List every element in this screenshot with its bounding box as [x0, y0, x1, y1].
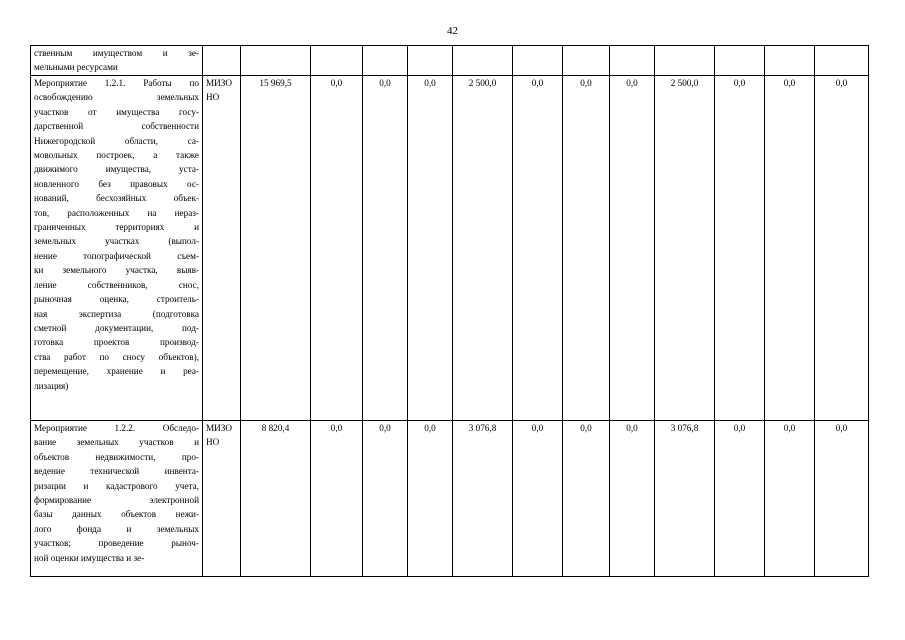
- description-line: ки земельного участка, выяв-: [34, 265, 199, 276]
- value-cell: 0,0: [311, 421, 363, 577]
- value-cell: 2 500,0: [453, 76, 513, 421]
- activity-description-cell: [31, 46, 203, 76]
- description-line: базы данных объектов нежи-: [34, 509, 199, 520]
- executor-cell: МИЗО НО: [203, 76, 241, 421]
- value-cell: 2 500,0: [655, 76, 715, 421]
- value-cell: [715, 46, 765, 76]
- description-line: вание земельных участков и: [34, 437, 199, 448]
- description-line: лизация): [34, 380, 69, 391]
- activity-description-cell: [31, 76, 203, 421]
- value-cell: 0,0: [715, 421, 765, 577]
- description-line: ведение технической инвента-: [34, 466, 199, 477]
- description-line: мельными ресурсами: [34, 62, 118, 73]
- value-cell: 0,0: [563, 76, 610, 421]
- description-line: движимого имущества, уста-: [34, 164, 199, 175]
- value-cell: 0,0: [513, 76, 563, 421]
- value-cell: 0,0: [363, 421, 408, 577]
- value-cell: 0,0: [311, 76, 363, 421]
- value-cell: 3 076,8: [655, 421, 715, 577]
- budget-table: [30, 45, 869, 577]
- table-row: [31, 46, 869, 76]
- activity-description-cell: [31, 421, 203, 577]
- value-cell: [241, 46, 311, 76]
- value-cell: 0,0: [563, 421, 610, 577]
- description-line: ства работ по сносу объектов),: [34, 351, 199, 362]
- value-cell: 0,0: [513, 421, 563, 577]
- value-cell: 0,0: [408, 76, 453, 421]
- value-cell: [363, 46, 408, 76]
- table-row: [31, 76, 869, 421]
- page-number: 42: [447, 25, 458, 37]
- description-line: ная экспертиза (подготовка: [34, 308, 199, 319]
- description-line: освобождению земельных: [34, 92, 199, 103]
- value-cell: 0,0: [815, 421, 869, 577]
- executor-cell: МИЗО НО: [203, 421, 241, 577]
- description-line: тов, расположенных на нераз-: [34, 207, 199, 218]
- value-cell: 3 076,8: [453, 421, 513, 577]
- value-cell: 0,0: [715, 76, 765, 421]
- description-line: нение топографической съем-: [34, 250, 199, 261]
- value-cell: 15 969,5: [241, 76, 311, 421]
- description-line: ной оценки имущества и зе-: [34, 552, 145, 563]
- table-row: [31, 421, 869, 577]
- description-line: ление собственников, снос,: [34, 279, 199, 290]
- description-line: граниченных территориях и: [34, 222, 199, 233]
- value-cell: [311, 46, 363, 76]
- description-line: Мероприятие 1.2.2. Обследо-: [34, 423, 199, 433]
- description-line: формирование электронной: [34, 495, 199, 506]
- value-cell: 0,0: [765, 421, 815, 577]
- description-line: нований, бесхозяйных объек-: [34, 193, 199, 204]
- description-line: земельных участках (выпол-: [34, 236, 199, 247]
- description-line: объектов недвижимости, про-: [34, 451, 199, 462]
- value-cell: [408, 46, 453, 76]
- description-line: участков; проведение рыноч-: [34, 538, 199, 549]
- value-cell: 0,0: [363, 76, 408, 421]
- value-cell: 0,0: [610, 76, 655, 421]
- value-cell: [655, 46, 715, 76]
- value-cell: 8 820,4: [241, 421, 311, 577]
- description-line: Нижегородской области, са-: [34, 135, 199, 146]
- executor-cell: [203, 46, 241, 76]
- description-line: новленного без правовых ос-: [34, 178, 199, 189]
- description-line: рыночная оценка, строитель-: [34, 294, 199, 305]
- value-cell: [453, 46, 513, 76]
- description-line: Мероприятие 1.2.1. Работы по: [34, 78, 199, 88]
- value-cell: 0,0: [408, 421, 453, 577]
- description-line: лого фонда и земельных: [34, 523, 199, 534]
- value-cell: 0,0: [610, 421, 655, 577]
- value-cell: [513, 46, 563, 76]
- description-line: ственным имуществом и зе-: [34, 48, 199, 58]
- value-cell: [563, 46, 610, 76]
- description-line: сметной документации, под-: [34, 322, 199, 333]
- description-line: перемещение, хранение и реа-: [34, 366, 199, 377]
- description-line: мовольных построек, а также: [34, 150, 199, 161]
- table-body: [31, 46, 869, 577]
- value-cell: 0,0: [815, 76, 869, 421]
- value-cell: [815, 46, 869, 76]
- description-line: участков от имущества госу-: [34, 106, 199, 117]
- value-cell: [765, 46, 815, 76]
- description-line: дарственной собственности: [34, 121, 199, 132]
- value-cell: [610, 46, 655, 76]
- description-line: ризации и кадастрового учета,: [34, 480, 199, 491]
- description-line: готовка проектов производ-: [34, 337, 199, 348]
- value-cell: 0,0: [765, 76, 815, 421]
